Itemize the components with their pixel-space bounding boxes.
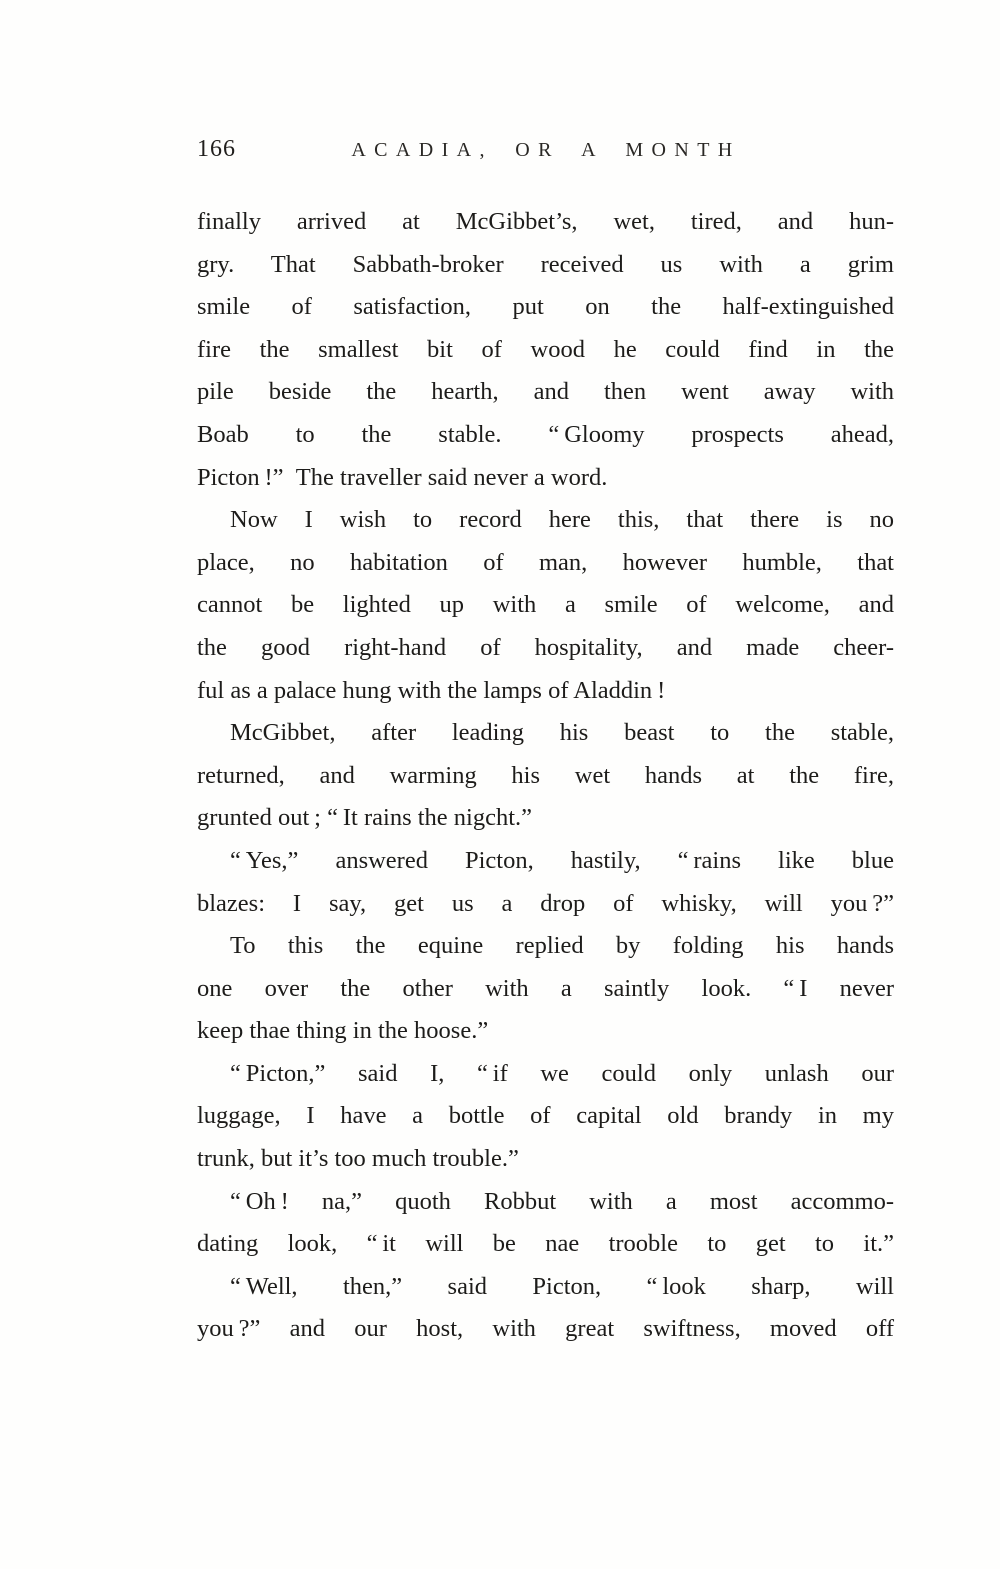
text-line: To this the equine replied by folding his hands (230, 932, 894, 960)
text-line: returned, and warming his wet hands at the fire, (197, 761, 894, 789)
text-line: Boab to the stable. “ Gloomy prospects ahead, (197, 420, 894, 448)
text-line: Now I wish to record here this, that there is no (230, 506, 894, 534)
text-line: pile beside the hearth, and then went away with (197, 378, 894, 406)
text-line: keep thae thing in the hoose.” (197, 1017, 489, 1045)
text-line: you ?” and our host, with great swiftness, moved off (197, 1315, 894, 1343)
running-header-title: ACADIA, OR A MONTH (351, 139, 741, 161)
text-line: blazes: I say, get us a drop of whisky, will you ?” (197, 889, 894, 917)
text-line: cannot be lighted up with a smile of welcome, and (197, 591, 894, 619)
paragraph (197, 925, 894, 1053)
text-line: place, no habitation of man, however humble, that (197, 548, 894, 576)
page-number: 166 (197, 136, 236, 162)
running-head (197, 136, 895, 170)
paragraph (197, 712, 894, 840)
paragraph (197, 1266, 894, 1351)
text-line: “ Oh ! na,” quoth Robbut with a most accommo- (230, 1187, 894, 1215)
text-line: “ Yes,” answered Picton, hastily, “ rains like blue (230, 846, 894, 874)
paragraph (197, 201, 894, 499)
text-line: grunted out ; “ It rains the nigcht.” (197, 804, 533, 832)
paragraph (197, 499, 894, 712)
text-line: the good right-hand of hospitality, and made cheer- (197, 633, 894, 661)
text-line: one over the other with a saintly look. “ I never (197, 974, 894, 1002)
text-line: “ Picton,” said I, “ if we could only unlash our (230, 1059, 894, 1087)
paragraph (197, 1181, 894, 1266)
text-line: trunk, but it’s too much trouble.” (197, 1145, 519, 1173)
text-line: Picton !” The traveller said never a word. (197, 463, 608, 491)
text-line: fire the smallest bit of wood he could find in the (197, 335, 894, 363)
text-line: gry. That Sabbath-broker received us with a grim (197, 250, 894, 278)
text-line: luggage, I have a bottle of capital old brandy in my (197, 1102, 894, 1130)
text-line: McGibbet, after leading his beast to the stable, (230, 719, 894, 747)
body-text (197, 201, 894, 1351)
paragraph (197, 1053, 894, 1181)
paragraph (197, 840, 894, 925)
text-line: “ Well, then,” said Picton, “ look sharp, will (230, 1272, 894, 1300)
text-line: ful as a palace hung with the lamps of Aladdin ! (197, 676, 666, 704)
text-line: smile of satisfaction, put on the half-extinguished (197, 293, 894, 321)
text-line: dating look, “ it will be nae trooble to get to it.” (197, 1230, 894, 1258)
text-line: finally arrived at McGibbet’s, wet, tired, and hun- (197, 208, 894, 235)
